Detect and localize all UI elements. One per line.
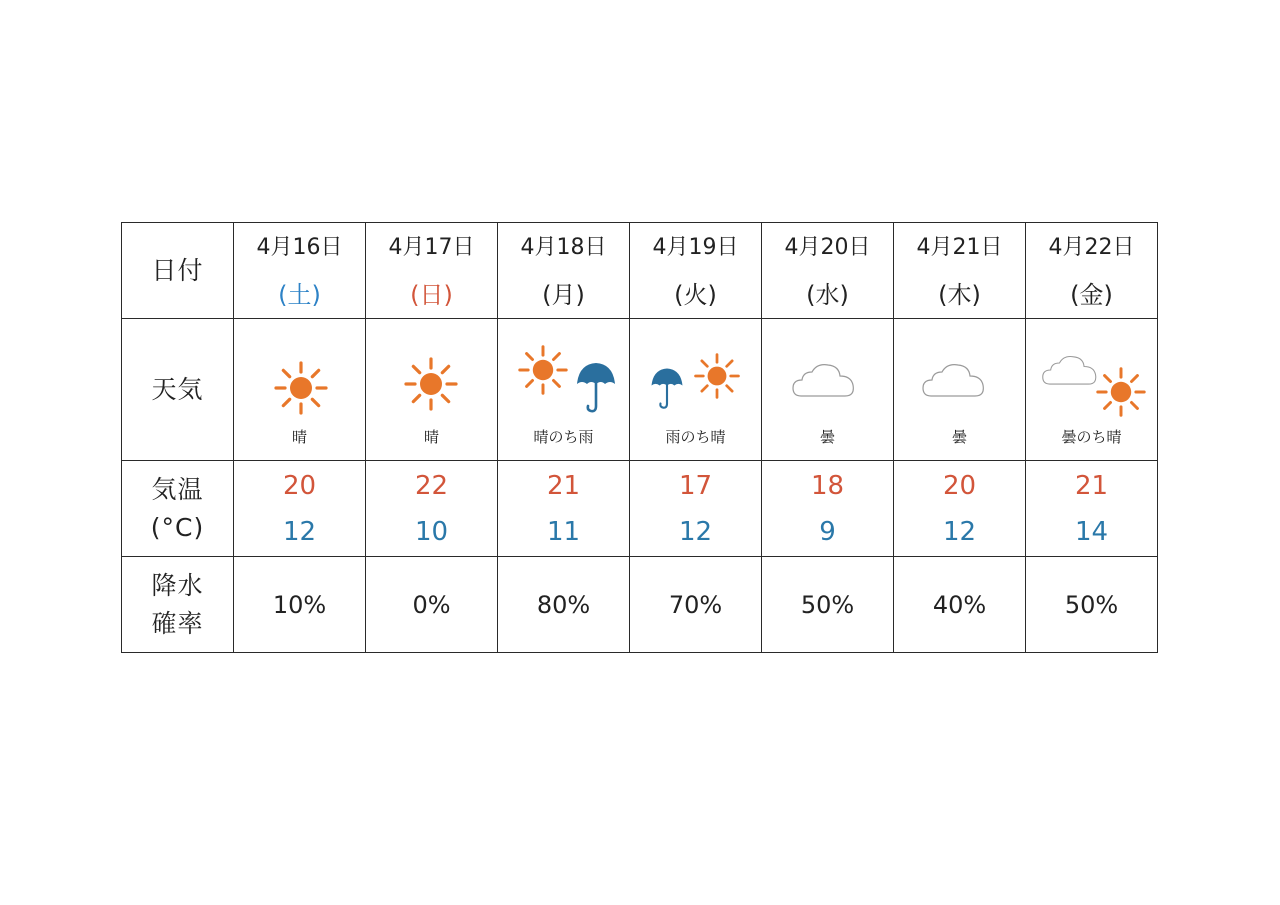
weather-icon-area (499, 332, 629, 424)
weather-text: 晴 (291, 427, 307, 446)
date-text: 4月20日 (784, 234, 871, 260)
day-of-week: (木) (938, 280, 981, 309)
temperature-cell (234, 461, 366, 557)
weather-cell (762, 319, 894, 461)
high-temp: 22 (414, 470, 449, 501)
weather-row (122, 319, 1158, 461)
precipitation-value: 70% (668, 590, 723, 619)
date-row-header (122, 223, 234, 319)
date-text: 4月22日 (1048, 234, 1135, 260)
date-cell (762, 223, 894, 319)
low-temp: 12 (282, 516, 317, 547)
high-temp: 21 (546, 470, 581, 501)
precipitation-label-line2: 確率 (151, 608, 204, 638)
weather-text: 晴 (423, 427, 439, 446)
date-text: 4月17日 (388, 234, 475, 260)
temperature-cell (1026, 461, 1158, 557)
precipitation-cell (1026, 557, 1158, 653)
weather-icon-area (367, 332, 497, 424)
sun-icon (693, 352, 741, 400)
temperature-label-line1: 気温 (151, 475, 204, 504)
high-temp: 20 (942, 470, 977, 501)
date-text: 4月18日 (520, 234, 607, 260)
precipitation-value: 10% (272, 590, 327, 619)
weather-text: 晴のち雨 (533, 427, 594, 446)
cloud-icon (791, 360, 857, 400)
temperature-cell (762, 461, 894, 557)
date-text: 4月19日 (652, 234, 739, 260)
temperature-row (122, 461, 1158, 557)
day-of-week: (月) (542, 280, 585, 309)
umbrella-icon (575, 360, 617, 414)
weather-cell (498, 319, 630, 461)
weekly-forecast-table (121, 222, 1158, 653)
day-of-week: (金) (1070, 280, 1113, 309)
day-of-week: (火) (674, 280, 717, 309)
day-of-week: (日) (410, 280, 453, 309)
weather-icon-area (895, 332, 1025, 424)
low-temp: 12 (942, 516, 977, 547)
precipitation-row-header (122, 557, 234, 653)
weather-cell (234, 319, 366, 461)
date-cell (498, 223, 630, 319)
weather-cell (1026, 319, 1158, 461)
weather-text: 雨のち晴 (665, 427, 726, 446)
cloud-icon (921, 360, 987, 400)
temperature-cell (366, 461, 498, 557)
precipitation-row (122, 557, 1158, 653)
precipitation-value: 0% (412, 590, 451, 619)
high-temp: 17 (678, 470, 713, 501)
low-temp: 10 (414, 516, 449, 547)
weather-text: 曇 (951, 427, 967, 446)
weather-text: 曇のち晴 (1061, 427, 1122, 446)
date-cell (894, 223, 1026, 319)
low-temp: 11 (546, 516, 581, 547)
precipitation-cell (366, 557, 498, 653)
precipitation-cell (498, 557, 630, 653)
high-temp: 21 (1074, 470, 1109, 501)
weather-icon-area (631, 332, 761, 424)
precipitation-value: 80% (536, 590, 591, 619)
date-cell (1026, 223, 1158, 319)
day-of-week: (土) (278, 280, 321, 309)
day-of-week: (水) (806, 280, 849, 309)
precipitation-cell (234, 557, 366, 653)
weather-icon-area (235, 332, 365, 424)
weather-cell (894, 319, 1026, 461)
temperature-label-line2: (°C) (150, 512, 205, 542)
umbrella-icon (647, 366, 687, 410)
sun-icon (273, 360, 329, 416)
precipitation-value: 50% (800, 590, 855, 619)
date-cell (630, 223, 762, 319)
temperature-label (151, 475, 204, 542)
precipitation-cell (894, 557, 1026, 653)
weather-cell (630, 319, 762, 461)
precipitation-label (151, 571, 203, 638)
sun-icon (1095, 366, 1147, 418)
weather-label: 天気 (151, 374, 204, 404)
cloud-icon (1041, 352, 1099, 388)
precipitation-value: 50% (1064, 590, 1119, 619)
low-temp: 14 (1074, 516, 1109, 547)
date-label: 日付 (151, 255, 204, 285)
weather-icon-area (1027, 332, 1157, 424)
low-temp: 12 (678, 516, 713, 547)
precipitation-cell (630, 557, 762, 653)
precipitation-cell (762, 557, 894, 653)
weather-text: 曇 (819, 427, 835, 446)
temperature-cell (498, 461, 630, 557)
date-text: 4月16日 (256, 234, 343, 260)
temperature-cell (894, 461, 1026, 557)
precipitation-value: 40% (932, 590, 987, 619)
date-cell (234, 223, 366, 319)
date-row (122, 223, 1158, 319)
sun-icon (403, 356, 459, 412)
temperature-row-header (122, 461, 234, 557)
high-temp: 18 (810, 470, 845, 501)
weather-row-header (122, 319, 234, 461)
low-temp: 9 (819, 516, 836, 547)
date-cell (366, 223, 498, 319)
high-temp: 20 (282, 470, 317, 501)
temperature-cell (630, 461, 762, 557)
weather-cell (366, 319, 498, 461)
date-text: 4月21日 (916, 234, 1003, 260)
weather-icon-area (763, 332, 893, 424)
sun-icon (517, 344, 569, 396)
precipitation-label-line1: 降水 (151, 571, 204, 600)
